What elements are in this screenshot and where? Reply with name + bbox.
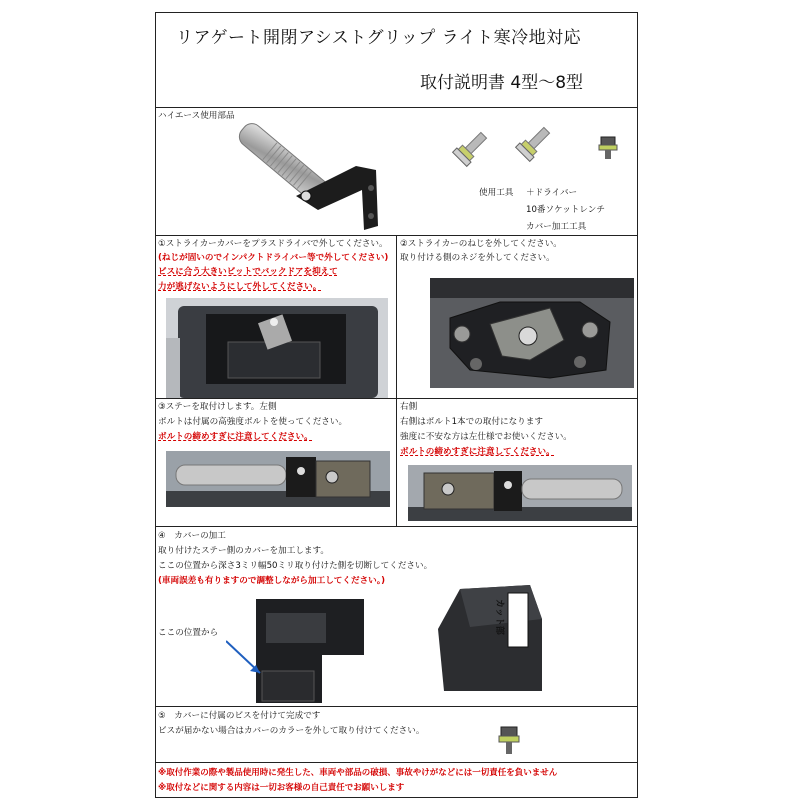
parts-section	[156, 107, 637, 235]
callout-label: ここの位置から	[158, 628, 219, 638]
notes-section	[156, 762, 637, 798]
step1-text-3: ビスに合う大きいビットでバックドアを抑えて	[158, 267, 338, 277]
column-divider	[396, 236, 397, 399]
cover-cut-position-photo	[226, 595, 376, 705]
step5-text-2: ビスが届かない場合はカバーのカラーを外して取り付けてください。	[158, 726, 425, 736]
step-5-section	[156, 706, 637, 762]
step4-text-3: ここの位置から深さ3ミリ幅50ミリ取り付けた側を切断してください。	[158, 561, 433, 571]
step3r-text-1: 右側	[400, 402, 418, 412]
step-1-2-section	[156, 235, 637, 398]
step-3-section	[156, 398, 637, 526]
tools-label: 使用工具	[479, 188, 514, 198]
screw-image	[596, 133, 620, 161]
step3-text-3: ボルトの締めすぎに注意してください。	[158, 432, 313, 442]
step3r-text-4: ボルトの締めすぎに注意してください。	[400, 447, 555, 457]
right-mount-photo	[408, 465, 632, 521]
tool-screwdriver: ＋ドライバー	[526, 188, 578, 198]
bolt-image-2	[514, 123, 554, 163]
step3r-text-3: 強度に不安な方は左仕様でお使いください。	[400, 432, 572, 442]
cut-label: カット部	[494, 599, 504, 635]
step3-text-1: ③ステーを取付けします。左側	[158, 402, 277, 412]
grip-part-image	[226, 118, 396, 233]
step1-text-1: ①ストライカーカバーをプラスドライバで外してください。	[158, 239, 388, 249]
left-mount-photo	[166, 451, 390, 507]
step4-text-4: (車両誤差も有りますので調整しながら加工してください。)	[158, 576, 385, 586]
document-subtitle: 取付説明書 4型～8型	[420, 73, 584, 93]
step-4-section	[156, 526, 637, 706]
document-frame	[155, 12, 638, 798]
striker-photo	[430, 278, 634, 388]
striker-cover-photo	[166, 298, 388, 398]
step1-text-4: 力が逃げないようにして外してください。	[158, 282, 322, 292]
step4-text-2: 取り付けたステー側のカバーを加工します。	[158, 546, 330, 556]
tool-socket-wrench: 10番ソケットレンチ	[526, 205, 605, 215]
step3-text-2: ボルトは付属の高強度ボルトを使ってください。	[158, 417, 348, 427]
parts-heading: ハイエース使用部品	[158, 111, 235, 121]
step3r-text-2: 右側はボルト1本での取付になります	[400, 417, 543, 427]
document-title: リアゲート開閉アシストグリップ ライト寒冷地対応	[176, 28, 582, 48]
column-divider	[396, 399, 397, 527]
tool-cover-cutter: カバー加工工具	[526, 222, 587, 232]
cut-cover-photo	[430, 579, 550, 695]
bolt-image-1	[451, 128, 491, 168]
step1-text-2: (ねじが固いのでインパクトドライバー等で外してください)	[158, 253, 389, 263]
note-1: ※取付作業の際や製品使用時に発生した、車両や部品の破損、事故やけがなどには一切責任を負いません	[158, 768, 558, 778]
step2-text-1: ②ストライカーのねじを外してください。	[400, 239, 562, 249]
note-2: ※取付などに関する内容は一切お客様の自己責任でお願いします	[158, 783, 405, 793]
step5-text-1: ⑤ カバーに付属のビスを付けて完成です	[158, 711, 321, 721]
step2-text-2: 取り付ける側のネジを外してください。	[400, 253, 555, 263]
step4-text-1: ④ カバーの加工	[158, 531, 226, 541]
cover-screw-image	[496, 723, 522, 757]
